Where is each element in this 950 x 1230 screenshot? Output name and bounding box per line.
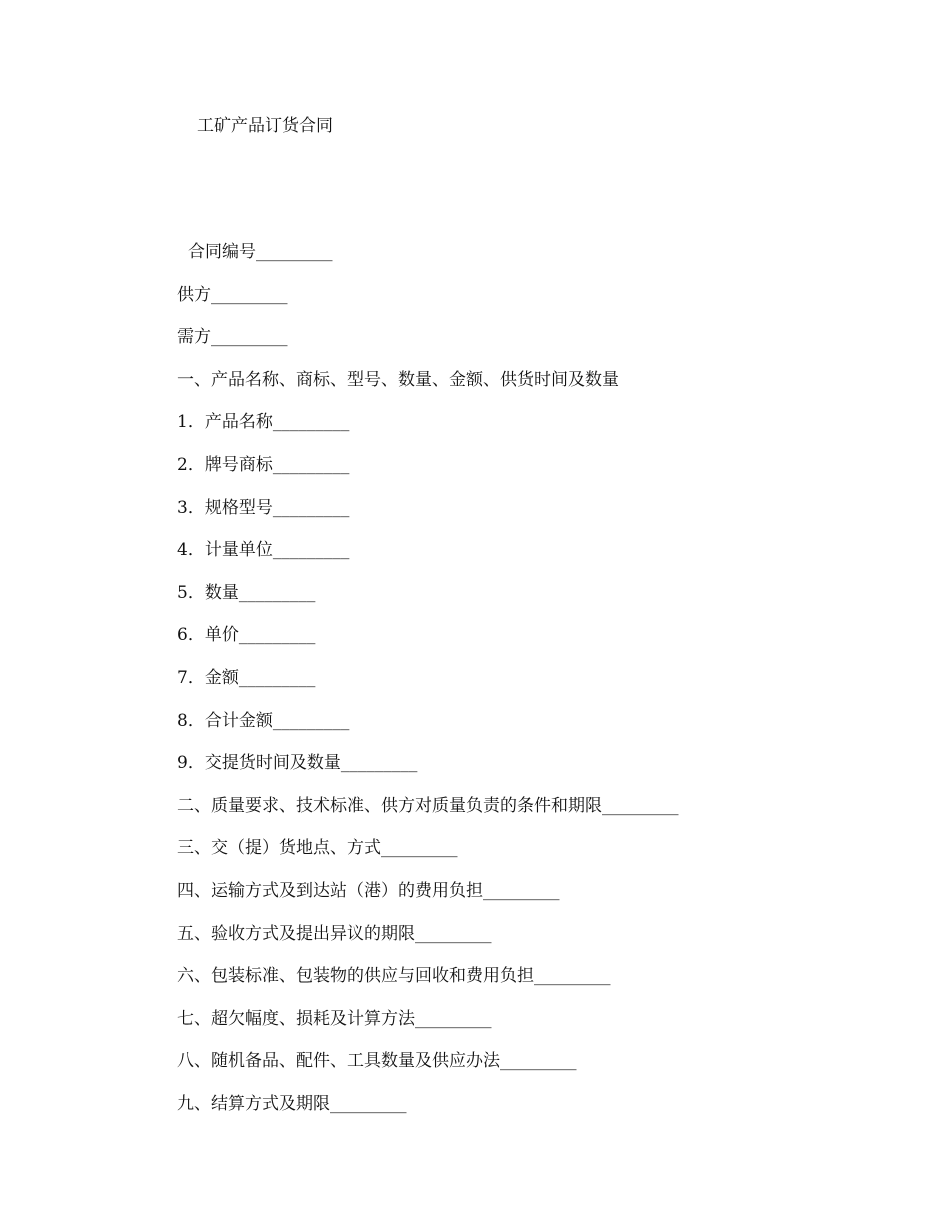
section-7-tolerance-field: 七、超欠幅度、损耗及计算方法_________ xyxy=(177,1008,492,1029)
amount-field: 7．金额_________ xyxy=(177,667,316,688)
section-8-spares-field: 八、随机备品、配件、工具数量及供应办法_________ xyxy=(177,1051,577,1072)
contract-field-list xyxy=(177,240,679,1134)
unit-of-measure-field: 4．计量单位_________ xyxy=(177,540,350,561)
brand-trademark-field: 2．牌号商标_________ xyxy=(177,454,350,475)
section-2-quality-field: 二、质量要求、技术标准、供方对质量负责的条件和期限_________ xyxy=(177,795,679,816)
section-1-heading: 一、产品名称、商标、型号、数量、金额、供货时间及数量 xyxy=(177,369,619,390)
product-name-field: 1．产品名称_________ xyxy=(177,412,350,433)
total-amount-field: 8．合计金额_________ xyxy=(177,710,350,731)
section-4-transport-field: 四、运输方式及到达站（港）的费用负担_________ xyxy=(177,880,560,901)
contract-number-field: 合同编号_________ xyxy=(188,242,333,262)
unit-price-field: 6．单价_________ xyxy=(177,625,316,646)
document-title: 工矿产品订货合同 xyxy=(197,116,333,136)
section-6-packaging-field: 六、包装标准、包装物的供应与回收和费用负担_________ xyxy=(177,966,611,987)
supplier-field: 供方_________ xyxy=(177,284,288,305)
section-9-settlement-field: 九、结算方式及期限_________ xyxy=(177,1093,407,1114)
buyer-field: 需方_________ xyxy=(177,327,288,348)
delivery-time-quantity-field: 9．交提货时间及数量_________ xyxy=(177,753,418,774)
section-3-delivery-place-field: 三、交（提）货地点、方式_________ xyxy=(177,838,458,859)
spec-model-field: 3．规格型号_________ xyxy=(177,497,350,518)
section-5-inspection-field: 五、验收方式及提出异议的期限_________ xyxy=(177,923,492,944)
quantity-field: 5．数量_________ xyxy=(177,582,316,603)
